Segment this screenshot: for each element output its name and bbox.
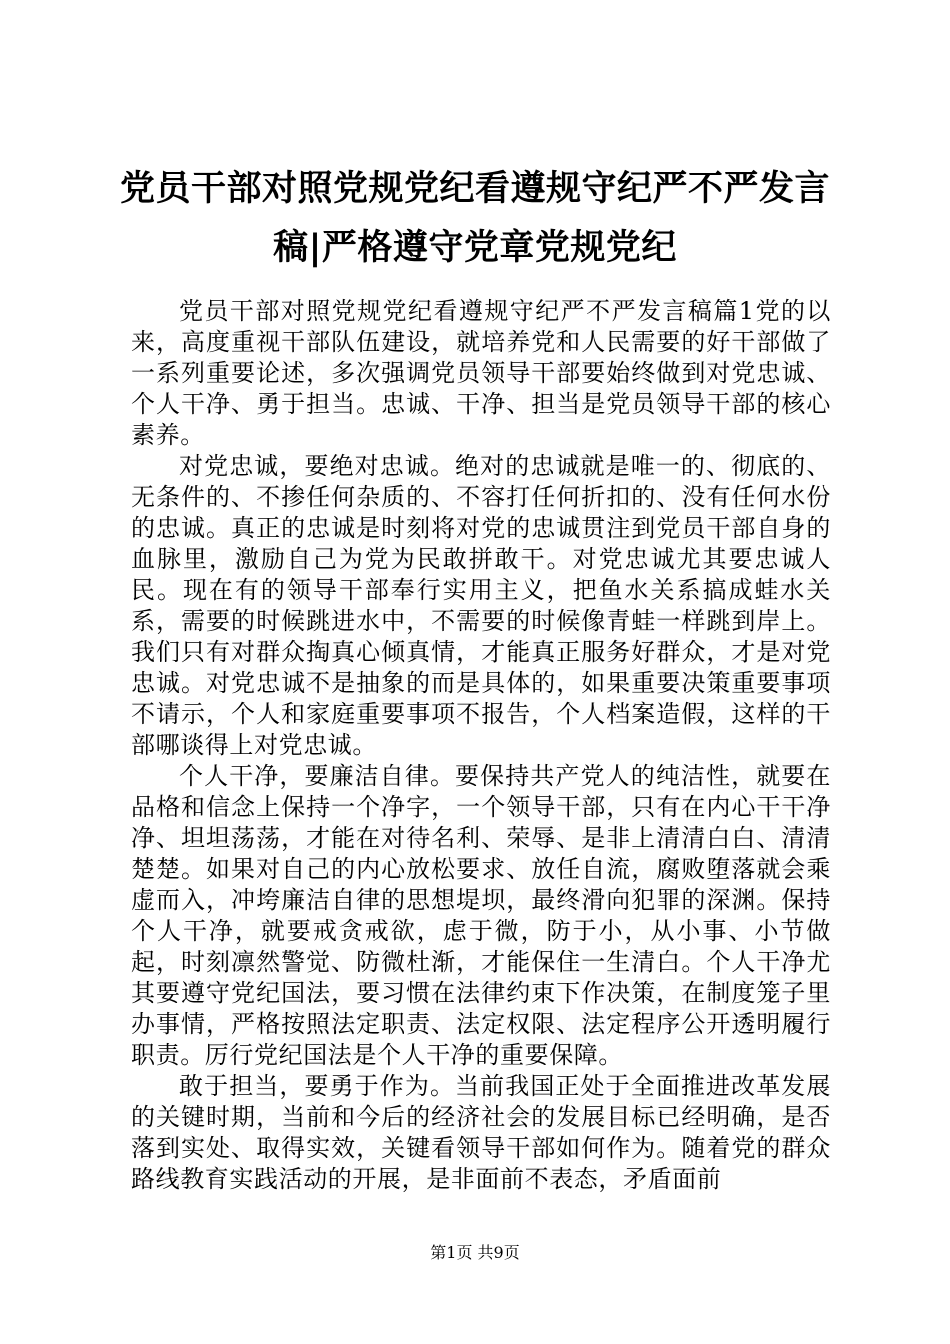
paragraph-4: 敢于担当，要勇于作为。当前我国正处于全面推进改革发展的关键时期，当前和今后的经济社会的发展目标已经明确，是否落到实处、取得实效，关键看领导干部如何作为。随着党的群众路线教育实践活动的开展，是非面前不表态，矛盾面前 (131, 1072, 831, 1193)
paragraph-1: 党员干部对照党规党纪看遵规守纪严不严发言稿篇1党的以来，高度重视干部队伍建设，就培养党和人民需要的好干部做了一系列重要论述，多次强调党员领导干部要始终做到对党忠诚、个人干净、勇于担当。忠诚、干净、担当是党员领导干部的核心素养。 (131, 297, 831, 449)
paragraph-3: 个人干净，要廉洁自律。要保持共产党人的纯洁性，就要在品格和信念上保持一个净字，一个领导干部，只有在内心干干净净、坦坦荡荡，才能在对待名利、荣辱、是非上清清白白、清清楚楚。如果对自己的内心放松要求、放任自流，腐败堕落就会乘虚而入，冲垮廉洁自律的思想堤坝，最终滑向犯罪的深渊。保持个人干净，就要戒贪戒欲，虑于微，防于小，从小事、小节做起，时刻凛然警觉、防微杜渐，才能保住一生清白。个人干净尤其要遵守党纪国法，要习惯在法律约束下作决策，在制度笼子里办事情，严格按照法定职责、法定权限、法定程序公开透明履行职责。厉行党纪国法是个人干净的重要保障。 (131, 762, 831, 1069)
page-number-footer: 第1页 共9页 (430, 1243, 520, 1262)
document-body (131, 296, 831, 1195)
document-title: 党员干部对照党规党纪看遵规守纪严不严发言稿|严格遵守党章党规党纪 (120, 169, 831, 268)
paragraph-2: 对党忠诚，要绝对忠诚。绝对的忠诚就是唯一的、彻底的、无条件的、不掺任何杂质的、不容打任何折扣的、没有任何水份的忠诚。真正的忠诚是时刻将对党的忠诚贯注到党员干部自身的血脉里，激励自己为党为民敢拼敢干。对党忠诚尤其要忠诚人民。现在有的领导干部奉行实用主义，把鱼水关系搞成蛙水关系，需要的时候跳进水中，不需要的时候像青蛙一样跳到岸上。我们只有对群众掏真心倾真情，才能真正服务好群众，才是对党忠诚。对党忠诚不是抽象的而是具体的，如果重要决策重要事项不请示，个人和家庭重要事项不报告，个人档案造假，这样的干部哪谈得上对党忠诚。 (131, 452, 831, 759)
